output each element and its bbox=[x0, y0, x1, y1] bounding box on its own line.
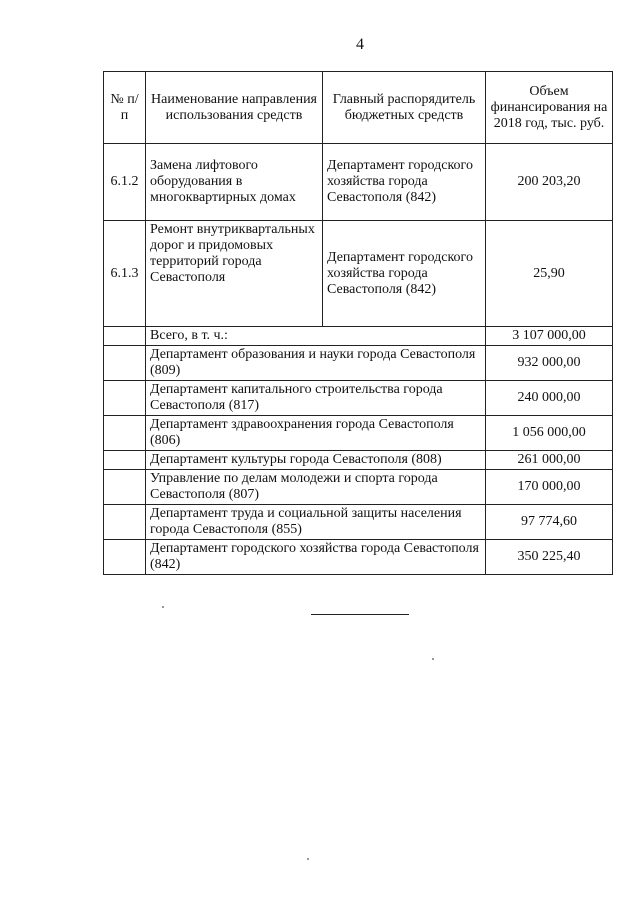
breakdown-amount: 261 000,00 bbox=[486, 451, 613, 470]
breakdown-amount: 932 000,00 bbox=[486, 346, 613, 381]
header-amount: Объем финансирования на 2018 год, тыс. руб. bbox=[486, 72, 613, 144]
page-number: 4 bbox=[356, 36, 364, 53]
total-label: Всего, в т. ч.: bbox=[146, 327, 486, 346]
table-row bbox=[104, 144, 613, 221]
item-name: Замена лифтового оборудования в многоквартирных домах bbox=[146, 144, 323, 221]
breakdown-amount: 1 056 000,00 bbox=[486, 416, 613, 451]
signature-divider bbox=[311, 614, 409, 615]
total-row bbox=[104, 327, 613, 346]
breakdown-name: Департамент образования и науки города Севастополя (809) bbox=[146, 346, 486, 381]
breakdown-row bbox=[104, 451, 613, 470]
breakdown-name: Департамент культуры города Севастополя (808) bbox=[146, 451, 486, 470]
item-amount: 200 203,20 bbox=[486, 144, 613, 221]
total-amount: 3 107 000,00 bbox=[486, 327, 613, 346]
breakdown-amount: 97 774,60 bbox=[486, 505, 613, 540]
budget-table bbox=[103, 71, 613, 575]
empty-cell bbox=[104, 505, 146, 540]
breakdown-row bbox=[104, 505, 613, 540]
item-manager: Департамент городского хозяйства города Севастополя (842) bbox=[323, 144, 486, 221]
breakdown-amount: 240 000,00 bbox=[486, 381, 613, 416]
breakdown-row bbox=[104, 346, 613, 381]
scan-speck bbox=[162, 606, 164, 608]
table-header-row bbox=[104, 72, 613, 144]
item-manager: Департамент городского хозяйства города Севастополя (842) bbox=[323, 221, 486, 327]
breakdown-row bbox=[104, 416, 613, 451]
empty-cell bbox=[104, 451, 146, 470]
scan-speck bbox=[307, 858, 309, 860]
item-num: 6.1.3 bbox=[104, 221, 146, 327]
header-num: № п/п bbox=[104, 72, 146, 144]
breakdown-row bbox=[104, 540, 613, 575]
empty-cell bbox=[104, 540, 146, 575]
breakdown-row bbox=[104, 470, 613, 505]
breakdown-row bbox=[104, 381, 613, 416]
empty-cell bbox=[104, 416, 146, 451]
item-amount: 25,90 bbox=[486, 221, 613, 327]
breakdown-amount: 350 225,40 bbox=[486, 540, 613, 575]
empty-cell bbox=[104, 470, 146, 505]
header-manager: Главный распорядитель бюджетных средств bbox=[323, 72, 486, 144]
breakdown-name: Департамент капитального строительства города Севастополя (817) bbox=[146, 381, 486, 416]
empty-cell bbox=[104, 346, 146, 381]
item-num: 6.1.2 bbox=[104, 144, 146, 221]
breakdown-name: Управление по делам молодежи и спорта города Севастополя (807) bbox=[146, 470, 486, 505]
table-row bbox=[104, 221, 613, 327]
header-name: Наименование направления использования средств bbox=[146, 72, 323, 144]
empty-cell bbox=[104, 381, 146, 416]
breakdown-name: Департамент труда и социальной защиты населения города Севастополя (855) bbox=[146, 505, 486, 540]
scan-speck bbox=[432, 658, 434, 660]
breakdown-name: Департамент городского хозяйства города Севастополя (842) bbox=[146, 540, 486, 575]
breakdown-name: Департамент здравоохранения города Севастополя (806) bbox=[146, 416, 486, 451]
item-name: Ремонт внутриквартальных дорог и придомовых территорий города Севастополя bbox=[146, 221, 323, 327]
breakdown-amount: 170 000,00 bbox=[486, 470, 613, 505]
empty-cell bbox=[104, 327, 146, 346]
